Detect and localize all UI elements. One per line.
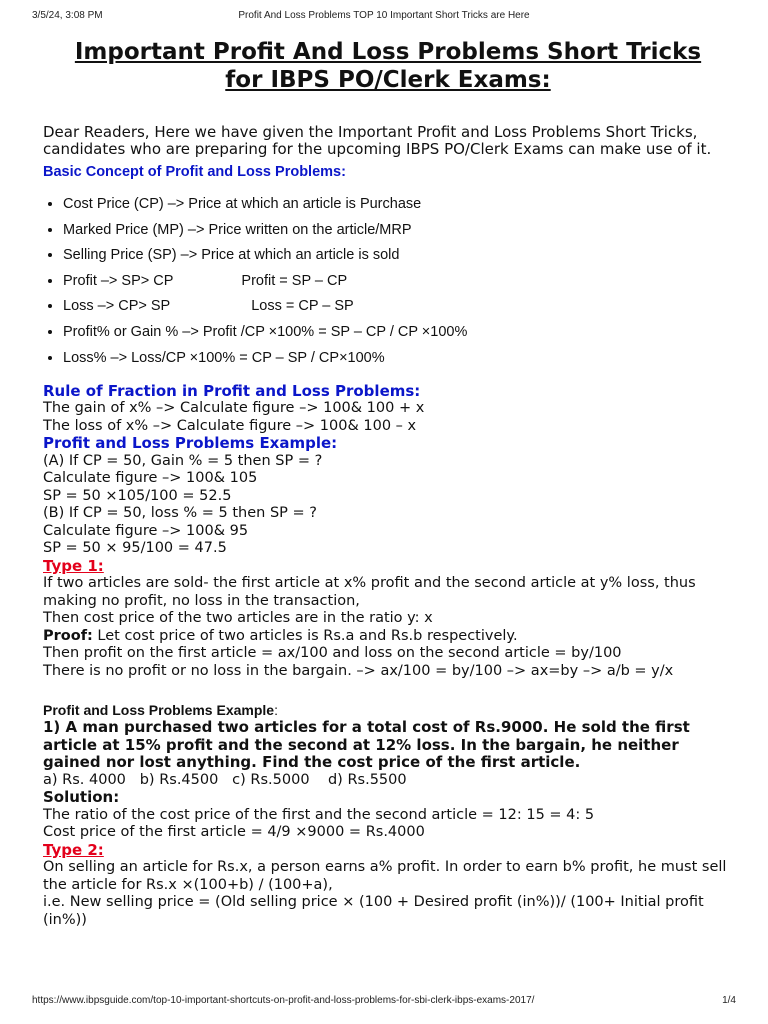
list-item: • Cost Price (CP) –> Price at which an article is Purchase [63,196,733,213]
rule-line: The gain of x% –> Calculate figure –> 100& 100 + x [43,400,425,417]
intro-line-1: Dear Readers, Here we have given the Important Profit and Loss Problems Short Tricks, [43,123,698,141]
article-title-line2: for IBPS PO/Clerk Exams: [225,67,551,93]
question-1-options: a) Rs. 4000 b) Rs.4500 c) Rs.5000 d) Rs.5500 [43,771,407,788]
article-title [43,38,733,94]
list-item: • Loss% –> Loss/CP ×100% = CP – SP / CP×100% [63,350,733,367]
type1-line: There is no profit or no loss in the bargain. –> ax/100 = by/100 –> ax=by –> a/b = y/x [43,662,674,679]
example-heading: Profit and Loss Problems Example: [43,434,338,453]
question-1: 1) A man purchased two articles for a total cost of Rs.9000. He sold the first article at 15% profit and the second at 12% loss. In the bargain, he neither gained nor lost anything. Find the cost price of the first article. [43,718,690,772]
example2-label [43,702,733,719]
loss-formula: Loss = CP – SP [251,298,354,315]
example2-label-text: Profit and Loss Problems Example [43,702,275,719]
concept-list [43,196,733,367]
intro [43,124,733,158]
type1-line: Then cost price of the two articles are in the ratio y: x [43,610,433,627]
article-title-line1: Important Profit And Loss Problems Short Tricks [74,39,702,65]
proof-label: Proof: [43,627,93,644]
print-datetime: 3/5/24, 3:08 PM [32,10,103,21]
rule-line: The loss of x% –> Calculate figure –> 100& 100 – x [43,417,417,434]
list-item: • Selling Price (SP) –> Price at which an article is sold [63,247,733,264]
example-line: (B) If CP = 50, loss % = 5 then SP = ? [43,505,317,522]
type2-line: i.e. New selling price = (Old selling price × (100 + Desired profit (in%))/ (100+ Initial profit (in%)) [43,894,704,928]
list-item [63,273,733,290]
profit-condition [63,273,173,289]
print-url: https://www.ibpsguide.com/top-10-important-shortcuts-on-profit-and-loss-problems-for-sbi-clerk-ibps-exams-2017/ [32,995,535,1006]
print-page-number: 1/4 [722,995,736,1006]
proof-text: Let cost price of two articles is Rs.a and Rs.b respectively. [92,627,518,644]
example-line: SP = 50 × 95/100 = 47.5 [43,540,227,557]
print-page-title: Profit And Loss Problems TOP 10 Important Short Tricks are Here [238,10,530,21]
intro-line-2: candidates who are preparing for the upcoming IBPS PO/Clerk Exams can make use of it. [43,140,712,158]
example-line: (A) If CP = 50, Gain % = 5 then SP = ? [43,452,323,469]
type1-line: If two articles are sold- the first article at x% profit and the second article at y% loss, thus making no profit, no loss in the transaction, [43,575,696,609]
basic-concept-heading: Basic Concept of Profit and Loss Problems: [43,164,346,180]
rule-heading: Rule of Fraction in Profit and Loss Problems: [43,381,421,400]
solution-label: Solution: [43,788,120,807]
type1-line: Then profit on the first article = ax/100 and loss on the second article = by/100 [43,645,622,662]
proof-line [43,628,733,646]
profit-formula: Profit = SP – CP [241,272,348,289]
list-item [63,298,733,315]
solution-line: The ratio of the cost price of the first and the second article = 12: 15 = 4: 5 [43,806,595,823]
list-item: • Marked Price (MP) –> Price written on the article/MRP [63,222,733,239]
example2-label-colon: : [274,702,278,719]
example-line: Calculate figure –> 100& 95 [43,522,249,539]
loss-condition: Loss –> CP> SP [63,298,171,315]
type1-heading: Type 1: [43,556,104,575]
type2-line: On selling an article for Rs.x, a person earns a% profit. In order to earn b% profit, he must sell the article for Rs.x ×(100+b) / (100+a), [43,859,727,893]
solution-line: Cost price of the first article = 4/9 ×9000 = Rs.4000 [43,824,425,841]
rule-section [43,383,733,681]
article [43,38,733,929]
profit-left: Profit –> SP> CP [63,272,174,289]
example-line: SP = 50 ×105/100 = 52.5 [43,487,232,504]
example-line: Calculate figure –> 100& 105 [43,470,258,487]
type2-heading: Type 2: [43,840,104,859]
list-item: • Profit% or Gain % –> Profit /CP ×100% = SP – CP / CP ×100% [63,324,733,341]
question-section [43,719,733,929]
